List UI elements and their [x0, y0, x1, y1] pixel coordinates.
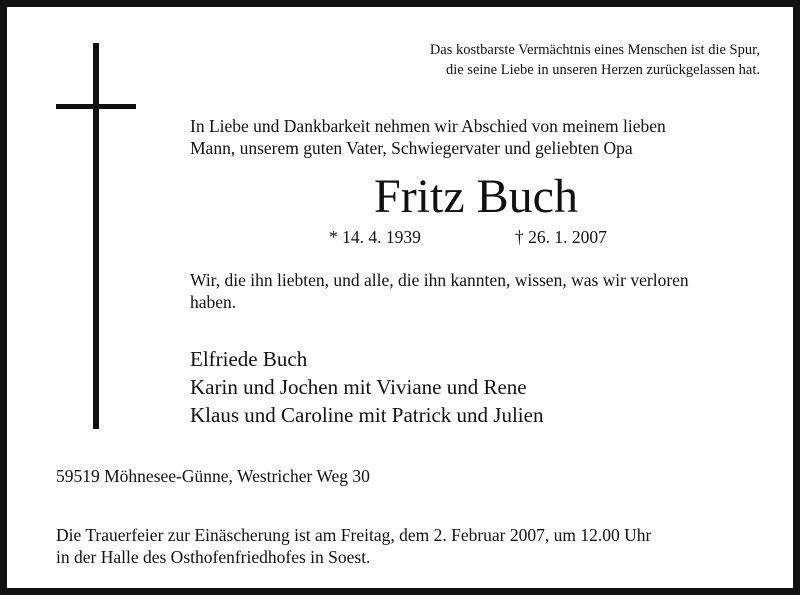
death-date: † 26. 1. 2007 — [515, 227, 607, 247]
mourners-list — [190, 345, 543, 429]
mourner-entry: Karin und Jochen mit Viviane und Rene — [190, 375, 527, 399]
statement-line: haben. — [190, 292, 237, 312]
mourner-entry: Klaus und Caroline mit Patrick und Julien — [190, 403, 544, 427]
mourning-statement — [190, 269, 689, 313]
funeral-line: in der Halle des Osthofenfriedhofes in Soest. — [56, 547, 371, 567]
memorial-quote — [370, 40, 760, 80]
intro-line: In Liebe und Dankbarkeit nehmen wir Abschied von meinem lieben — [190, 116, 666, 136]
cross-vertical-bar — [93, 43, 99, 429]
deceased-name: Fritz Buch — [374, 170, 578, 223]
quote-line: die seine Liebe in unseren Herzen zurückgelassen hat. — [445, 62, 760, 78]
quote-line: Das kostbarste Vermächtnis eines Menschen ist die Spur, — [429, 42, 760, 58]
statement-line: Wir, die ihn liebten, und alle, die ihn kannten, wissen, was wir verloren — [190, 270, 689, 290]
funeral-details — [56, 524, 651, 568]
mourner-entry: Elfriede Buch — [190, 347, 308, 371]
birth-date: * 14. 4. 1939 — [329, 227, 421, 247]
intro-line: Mann, unserem guten Vater, Schwiegervater und geliebten Opa — [190, 138, 633, 158]
farewell-intro — [190, 115, 666, 159]
cross-horizontal-bar — [56, 104, 136, 109]
funeral-line: Die Trauerfeier zur Einäscherung ist am Freitag, dem 2. Februar 2007, um 12.00 Uhr — [56, 525, 652, 545]
family-address: 59519 Möhnesee-Günne, Westricher Weg 30 — [56, 466, 370, 486]
